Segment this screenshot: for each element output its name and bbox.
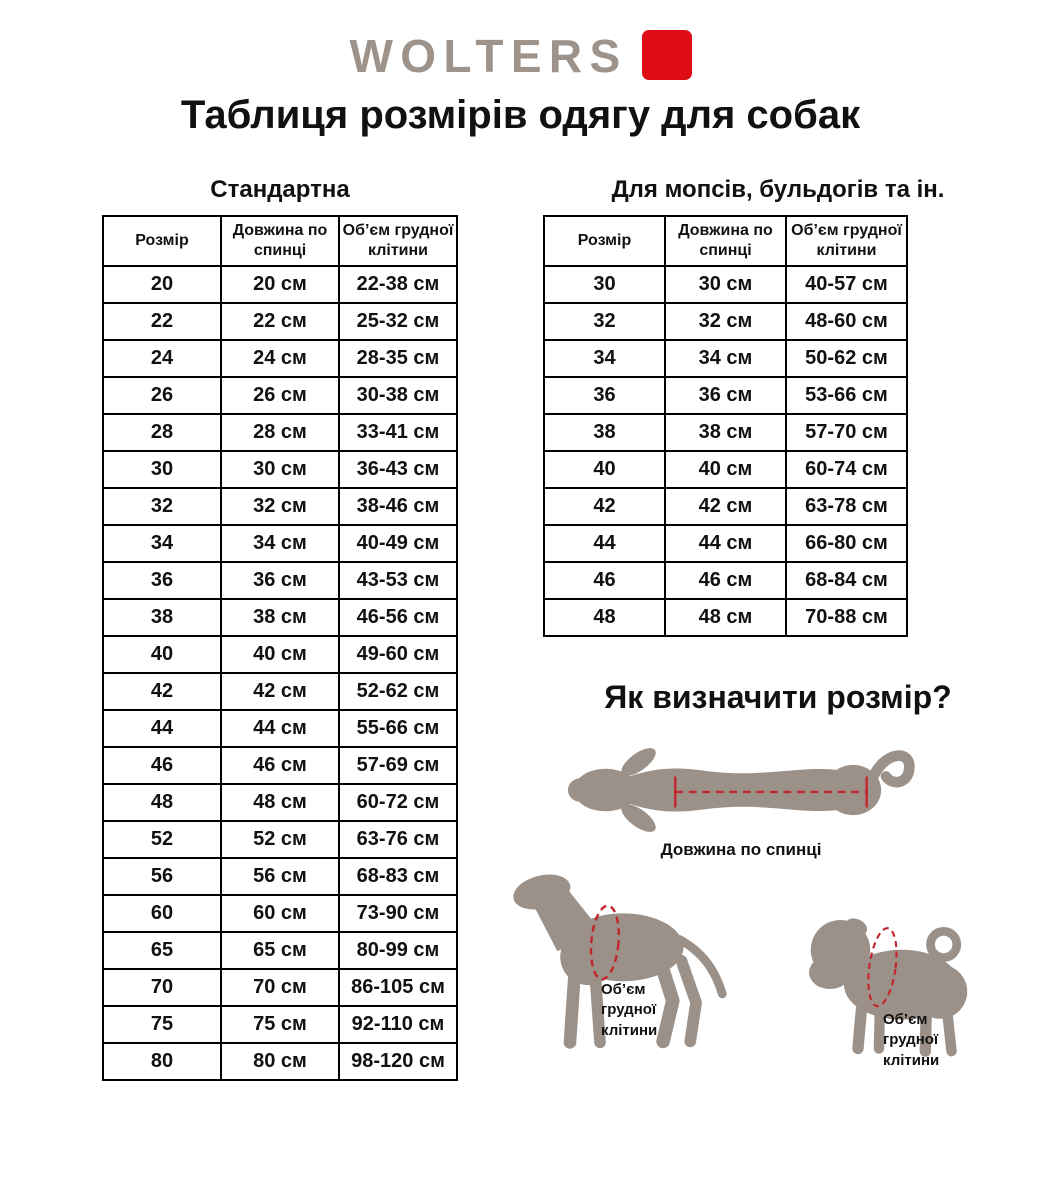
table-cell: 28 см [221, 414, 339, 451]
dog-top-view-figure [567, 728, 915, 860]
table-row [544, 525, 907, 562]
table-cell: 20 [103, 266, 221, 303]
table-row [103, 710, 457, 747]
table-cell: 56 [103, 858, 221, 895]
header-row [544, 216, 907, 266]
table-row [103, 1006, 457, 1043]
table-cell: 40 см [665, 451, 786, 488]
table-cell: 22-38 см [339, 266, 457, 303]
table-cell: 34 [103, 525, 221, 562]
table-cell: 46-56 см [339, 599, 457, 636]
table-cell: 60-74 см [786, 451, 907, 488]
table-row [103, 895, 457, 932]
table-row [103, 303, 457, 340]
standard-sizes-section [102, 176, 458, 1166]
page-title: Таблиця розмірів одягу для собак [180, 93, 861, 137]
table-row [103, 525, 457, 562]
table-cell: 55-66 см [339, 710, 457, 747]
table-cell: 44 [544, 525, 665, 562]
table-cell: 36 [544, 377, 665, 414]
brand-logo-text: WOLTERS [349, 30, 628, 82]
table-row [103, 414, 457, 451]
how-to-title: Як визначити розмір? [604, 679, 952, 715]
table-cell: 48 см [665, 599, 786, 636]
table-cell: 80 [103, 1043, 221, 1080]
column-header: Розмір [103, 216, 221, 266]
table-row [103, 784, 457, 821]
table-cell: 30 [544, 266, 665, 303]
table-cell: 25-32 см [339, 303, 457, 340]
table-cell: 44 см [221, 710, 339, 747]
table-cell: 44 [103, 710, 221, 747]
table-row [544, 451, 907, 488]
table-cell: 40 см [221, 636, 339, 673]
table-row [103, 562, 457, 599]
table-cell: 42 [544, 488, 665, 525]
column-header: Довжина по спинці [221, 216, 339, 266]
table-cell: 48 [544, 599, 665, 636]
table-row [103, 821, 457, 858]
table-cell: 80-99 см [339, 932, 457, 969]
table-cell: 57-70 см [786, 414, 907, 451]
table-cell: 65 см [221, 932, 339, 969]
table-cell: 34 см [221, 525, 339, 562]
chest-girth-label: Об’єм грудної клітини [883, 1011, 940, 1069]
how-to-illustrations [543, 726, 1013, 1166]
table-cell: 68-84 см [786, 562, 907, 599]
table-cell: 20 см [221, 266, 339, 303]
header-row [103, 216, 457, 266]
table-cell: 40-57 см [786, 266, 907, 303]
table-cell: 53-66 см [786, 377, 907, 414]
table-row [103, 858, 457, 895]
column-header: Об’єм грудної клітини [339, 216, 457, 266]
back-length-label: Довжина по спинці [660, 840, 822, 859]
table-row [103, 599, 457, 636]
table-cell: 26 [103, 377, 221, 414]
pugs-and-howto-section [543, 176, 1013, 1166]
table-row [103, 932, 457, 969]
brand-logo [0, 30, 1041, 82]
table-row [544, 266, 907, 303]
table-row [103, 969, 457, 1006]
table-row [544, 488, 907, 525]
table-cell: 75 см [221, 1006, 339, 1043]
table-cell: 86-105 см [339, 969, 457, 1006]
table-cell: 38 [544, 414, 665, 451]
dog-top-view-illustration [567, 728, 915, 854]
table-cell: 46 см [221, 747, 339, 784]
table-cell: 70-88 см [786, 599, 907, 636]
table-cell: 38 [103, 599, 221, 636]
table-cell: 43-53 см [339, 562, 457, 599]
table-cell: 46 [103, 747, 221, 784]
pug-side-view-figure [795, 906, 983, 1069]
chest-girth-label: Об’єм грудної клітини [601, 981, 658, 1039]
table-cell: 48 см [221, 784, 339, 821]
table-cell: 50-62 см [786, 340, 907, 377]
table-row [544, 562, 907, 599]
table-cell: 73-90 см [339, 895, 457, 932]
dog-side-view-figure [503, 858, 731, 1058]
table-cell: 60-72 см [339, 784, 457, 821]
column-header: Розмір [544, 216, 665, 266]
table-cell: 24 [103, 340, 221, 377]
table-row [103, 377, 457, 414]
table-cell: 34 см [665, 340, 786, 377]
table-cell: 66-80 см [786, 525, 907, 562]
table-cell: 63-78 см [786, 488, 907, 525]
table-row [544, 414, 907, 451]
table-cell: 33-41 см [339, 414, 457, 451]
table-cell: 42 см [221, 673, 339, 710]
table-row [544, 340, 907, 377]
table-cell: 80 см [221, 1043, 339, 1080]
table-cell: 32 см [665, 303, 786, 340]
table-cell: 36 см [221, 562, 339, 599]
table-cell: 32 см [221, 488, 339, 525]
table-cell: 38 см [665, 414, 786, 451]
table-cell: 36 [103, 562, 221, 599]
table-cell: 70 [103, 969, 221, 1006]
table-cell: 52 [103, 821, 221, 858]
page-header [0, 0, 1041, 138]
table-cell: 34 [544, 340, 665, 377]
table-cell: 65 [103, 932, 221, 969]
table-row [103, 747, 457, 784]
table-row [103, 488, 457, 525]
table-row [103, 451, 457, 488]
table-cell: 30 [103, 451, 221, 488]
table-cell: 70 см [221, 969, 339, 1006]
table-cell: 48 [103, 784, 221, 821]
table-cell: 60 см [221, 895, 339, 932]
standard-table-caption: Стандартна [210, 176, 350, 203]
table-cell: 42 см [665, 488, 786, 525]
table-cell: 30-38 см [339, 377, 457, 414]
table-row [103, 340, 457, 377]
table-cell: 22 см [221, 303, 339, 340]
table-cell: 52-62 см [339, 673, 457, 710]
column-header: Довжина по спинці [665, 216, 786, 266]
table-cell: 68-83 см [339, 858, 457, 895]
table-cell: 57-69 см [339, 747, 457, 784]
pugs-size-table [543, 215, 908, 637]
table-row [544, 377, 907, 414]
column-header: Об’єм грудної клітини [786, 216, 907, 266]
table-cell: 75 [103, 1006, 221, 1043]
table-cell: 42 [103, 673, 221, 710]
brand-logo-red-square [642, 30, 692, 80]
table-cell: 38 см [221, 599, 339, 636]
table-cell: 28-35 см [339, 340, 457, 377]
table-cell: 98-120 см [339, 1043, 457, 1080]
table-cell: 30 см [221, 451, 339, 488]
pugs-table-caption: Для мопсів, бульдогів та ін. [611, 176, 945, 203]
table-cell: 24 см [221, 340, 339, 377]
table-cell: 60 [103, 895, 221, 932]
table-cell: 92-110 см [339, 1006, 457, 1043]
content-columns [0, 176, 1041, 1166]
table-cell: 40-49 см [339, 525, 457, 562]
table-cell: 40 [103, 636, 221, 673]
table-cell: 56 см [221, 858, 339, 895]
table-cell: 38-46 см [339, 488, 457, 525]
table-cell: 22 [103, 303, 221, 340]
table-row [544, 599, 907, 636]
table-cell: 30 см [665, 266, 786, 303]
standard-size-table [102, 215, 458, 1081]
table-cell: 63-76 см [339, 821, 457, 858]
table-row [103, 673, 457, 710]
table-cell: 40 [544, 451, 665, 488]
table-cell: 49-60 см [339, 636, 457, 673]
table-cell: 36-43 см [339, 451, 457, 488]
table-row [103, 266, 457, 303]
table-cell: 52 см [221, 821, 339, 858]
table-cell: 32 [544, 303, 665, 340]
table-cell: 44 см [665, 525, 786, 562]
table-row [544, 303, 907, 340]
table-cell: 28 [103, 414, 221, 451]
table-cell: 32 [103, 488, 221, 525]
table-row [103, 1043, 457, 1080]
table-cell: 46 [544, 562, 665, 599]
table-cell: 48-60 см [786, 303, 907, 340]
table-cell: 36 см [665, 377, 786, 414]
table-cell: 46 см [665, 562, 786, 599]
table-row [103, 636, 457, 673]
table-cell: 26 см [221, 377, 339, 414]
